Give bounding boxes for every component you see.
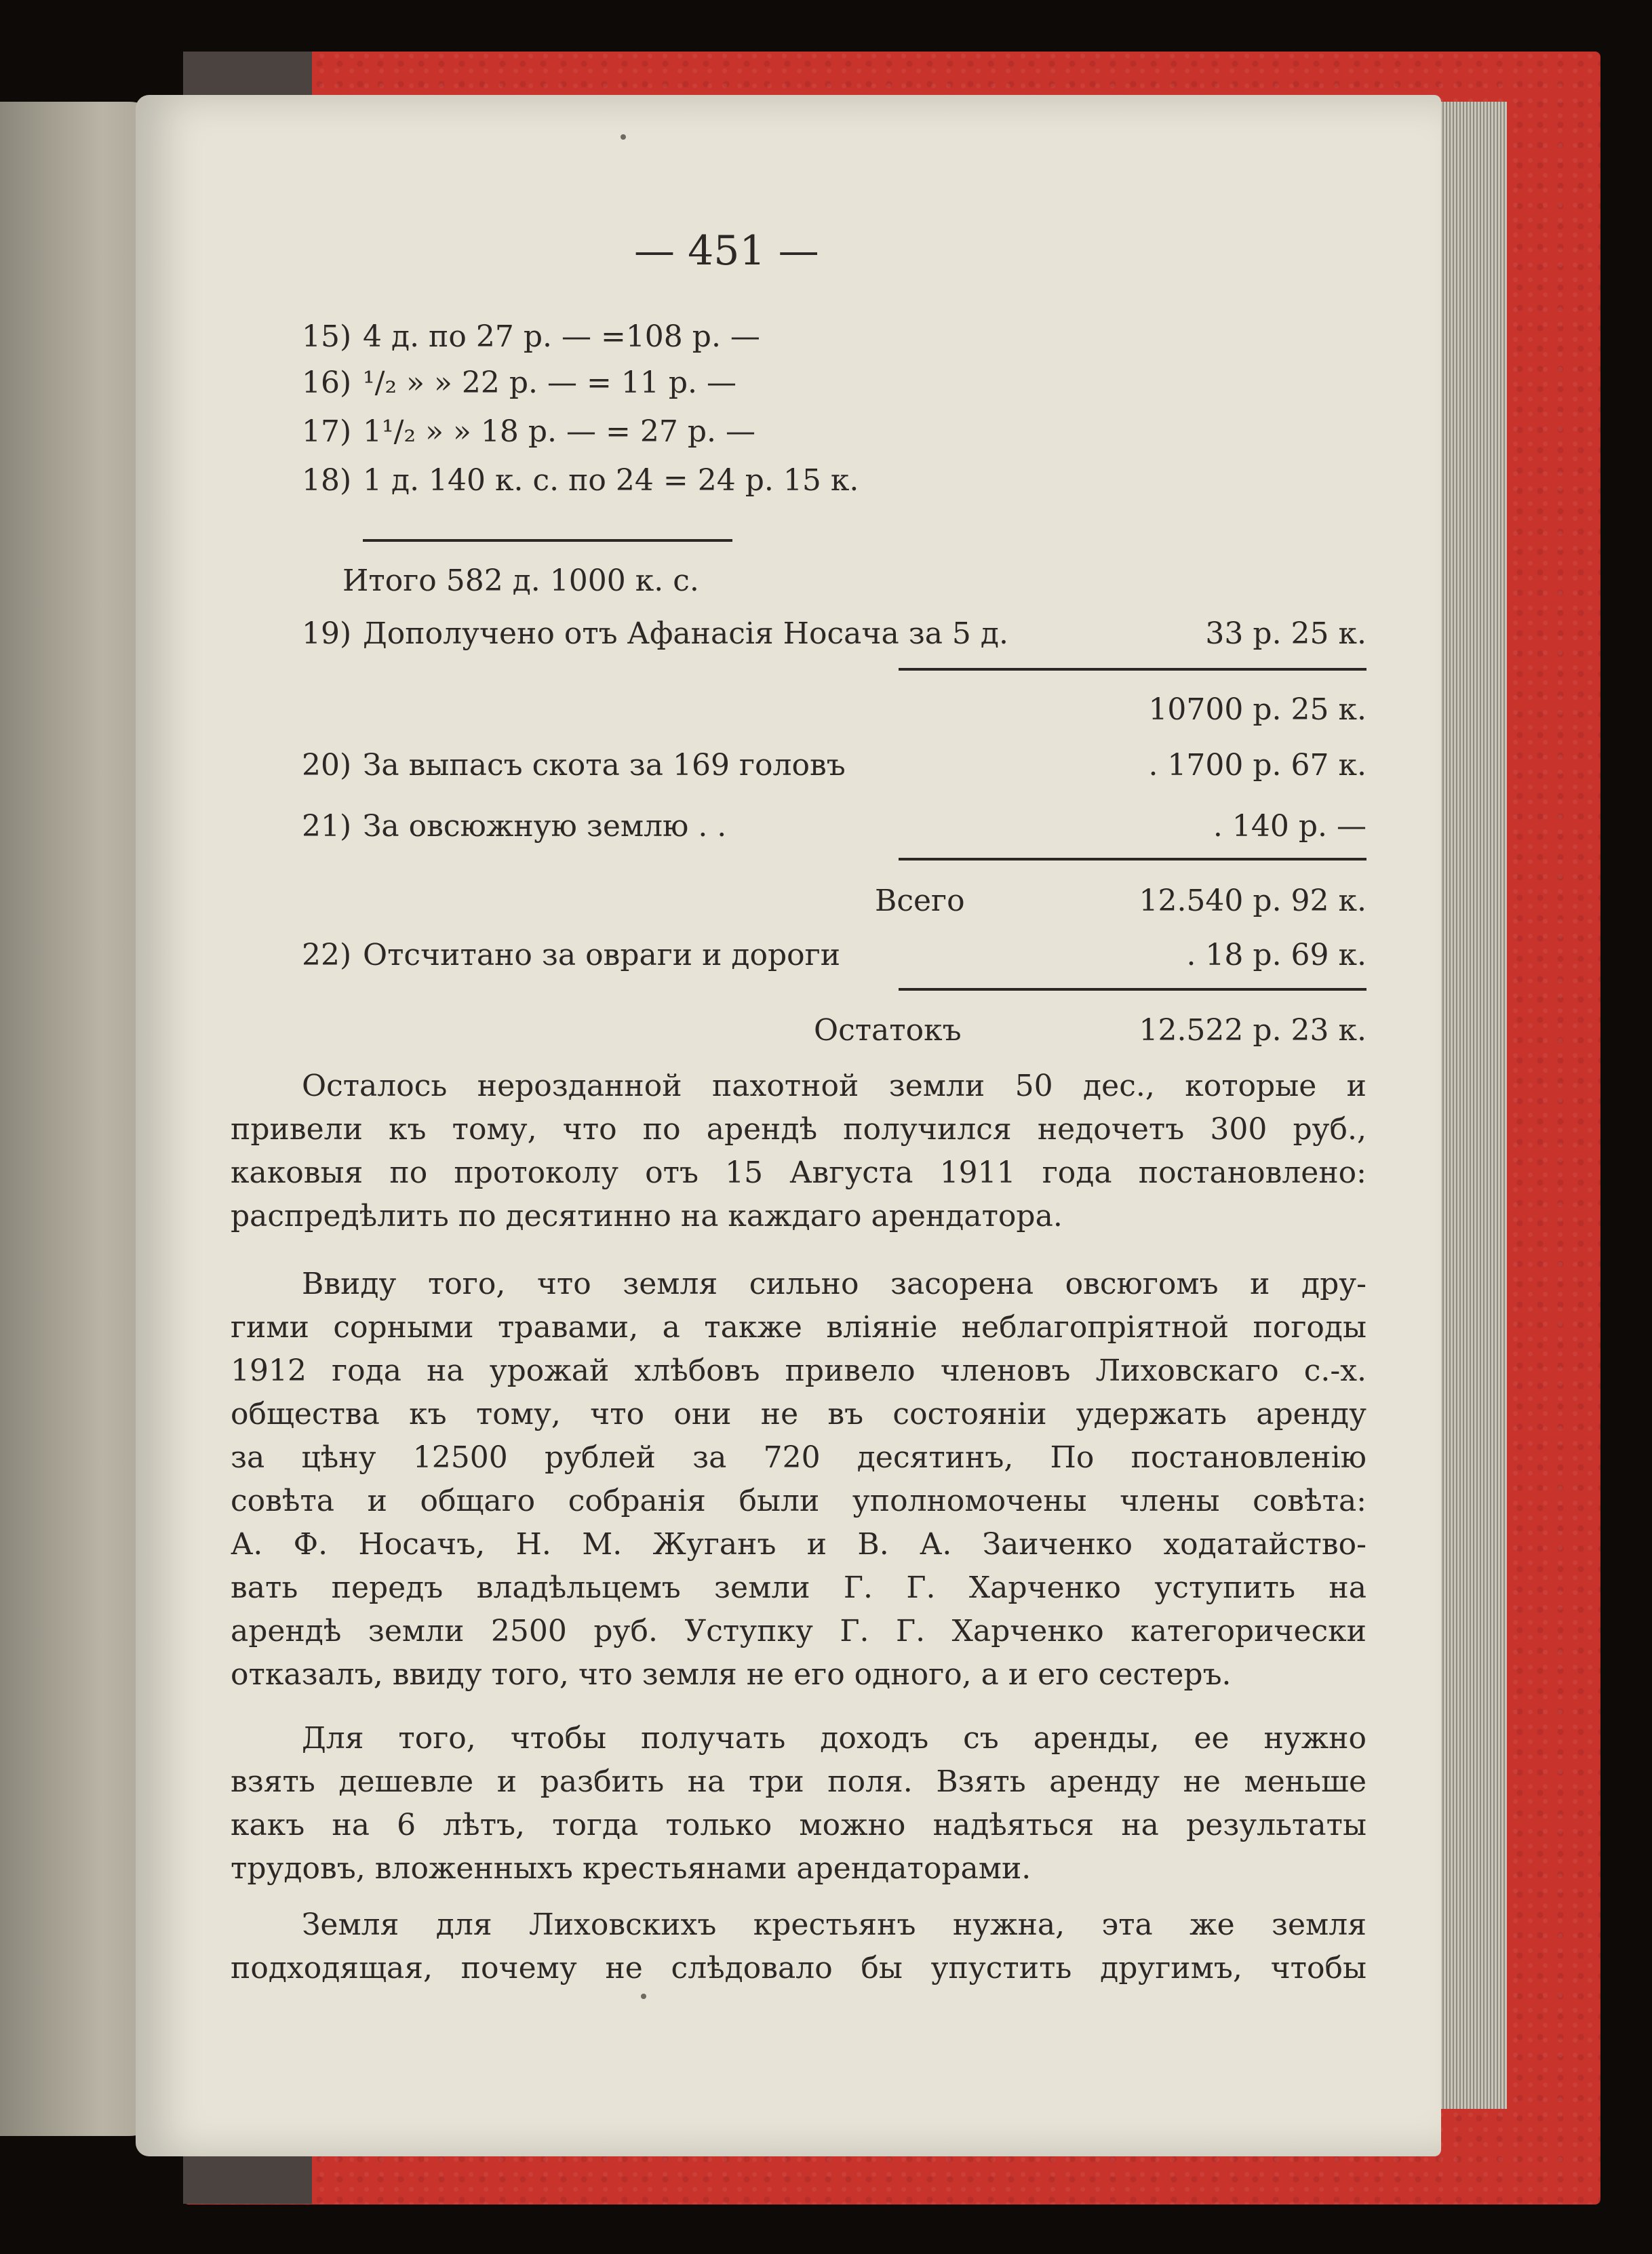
text-line: гими сорными травами, а также вліяніе неблагопріятной погоды [231, 1310, 1366, 1345]
paragraph [231, 1717, 1366, 1891]
row-number: 22) [302, 938, 352, 972]
row-text: Отсчитано за овраги и дороги [363, 938, 841, 972]
row-amount: . 140 р. — [1213, 809, 1366, 844]
row-number: 21) [302, 809, 352, 844]
paragraph [231, 1263, 1366, 1697]
text-line: каковыя по протоколу отъ 15 Августа 1911 года постановлено: [231, 1155, 1366, 1190]
vsego-label: Всего [875, 884, 965, 918]
rule [899, 668, 1366, 671]
row-number: 17) [302, 414, 352, 449]
text-line: А. Ф. Носачъ, Н. М. Жуганъ и В. А. Заиченко ходатайство- [231, 1527, 1366, 1562]
text-line: совѣта и общаго собранія были уполномочены члены совѣта: [231, 1484, 1366, 1518]
row-text: 4 д. по 27 р. — =108 р. — [363, 319, 760, 354]
text-line: Ввиду того, что земля сильно засорена овсюгомъ и дру- [302, 1267, 1366, 1301]
text-line: подходящая, почему не слѣдовало бы упустить другимъ, чтобы [231, 1951, 1366, 1985]
vsego-amount: 12.540 р. 92 к. [1139, 884, 1366, 918]
book-page [136, 95, 1441, 2156]
rule [899, 988, 1366, 991]
row-number: 20) [302, 748, 352, 783]
spine-bottom [183, 2156, 312, 2204]
text-line: распредѣлить по десятинно на каждаго арендатора. [231, 1199, 1063, 1233]
text-line: отказалъ, ввиду того, что земля не его одного, а и его сестеръ. [231, 1657, 1232, 1692]
itogo-line: Итого 582 д. 1000 к. с. [342, 564, 699, 598]
row-number: 18) [302, 463, 352, 498]
row-number: 15) [302, 319, 352, 354]
row-amount: . 1700 р. 67 к. [1148, 748, 1366, 783]
row-amount: 33 р. 25 к. [1205, 616, 1366, 651]
row-number: 16) [302, 365, 352, 400]
paragraph [231, 1903, 1366, 1990]
text-line: Земля для Лиховскихъ крестьянъ нужна, эта же земля [302, 1907, 1366, 1942]
subtotal: 10700 р. 25 к. [1148, 692, 1366, 727]
paragraph [231, 1065, 1366, 1238]
row-text: 1 д. 140 к. с. по 24 = 24 р. 15 к. [363, 463, 859, 498]
row-text: 1¹/₂ » » 18 р. — = 27 р. — [363, 414, 755, 449]
text-line: какъ на 6 лѣтъ, тогда только можно надѣяться на результаты [231, 1808, 1366, 1842]
text-line: арендѣ земли 2500 руб. Уступку Г. Г. Харченко категорически [231, 1614, 1366, 1648]
ostatok-label: Остатокъ [814, 1013, 962, 1048]
page-edges [1432, 102, 1507, 2109]
row-amount: . 18 р. 69 к. [1186, 938, 1366, 972]
text-line: Осталось нерозданной пахотной земли 50 дес., которые и [302, 1069, 1366, 1103]
text-line: взять дешевле и разбить на три поля. Взять аренду не меньше [231, 1764, 1366, 1799]
row-text: За овсюжную землю . . [363, 809, 727, 844]
text-line: за цѣну 12500 рублей за 720 десятинъ, По постановленію [231, 1440, 1366, 1475]
text-line: привели къ тому, что по арендѣ получился недочетъ 300 руб., [231, 1112, 1366, 1147]
page-number: — 451 — [634, 227, 819, 275]
rule [899, 858, 1366, 861]
text-line: вать передъ владѣльцемъ земли Г. Г. Харченко уступить на [231, 1570, 1366, 1605]
text-line: 1912 года на урожай хлѣбовъ привело членовъ Лиховскаго с.-х. [231, 1353, 1366, 1388]
text-line: Для того, чтобы получать доходъ съ аренды, ее нужно [302, 1721, 1366, 1756]
row-text: За выпасъ скота за 169 головъ [363, 748, 846, 783]
paper-speck [621, 134, 626, 140]
ostatok-amount: 12.522 р. 23 к. [1139, 1013, 1366, 1048]
rule [363, 539, 732, 542]
text-line: трудовъ, вложенныхъ крестьянами арендаторами. [231, 1851, 1031, 1886]
row-text: Дополучено отъ Афанасія Носача за 5 д. [363, 616, 1008, 651]
spine-top [183, 52, 312, 99]
row-number: 19) [302, 616, 352, 651]
paper-speck [641, 1994, 646, 1999]
text-line: общества къ тому, что они не въ состояніи удержать аренду [231, 1397, 1366, 1431]
row-text: ¹/₂ » » 22 р. — = 11 р. — [363, 365, 736, 400]
